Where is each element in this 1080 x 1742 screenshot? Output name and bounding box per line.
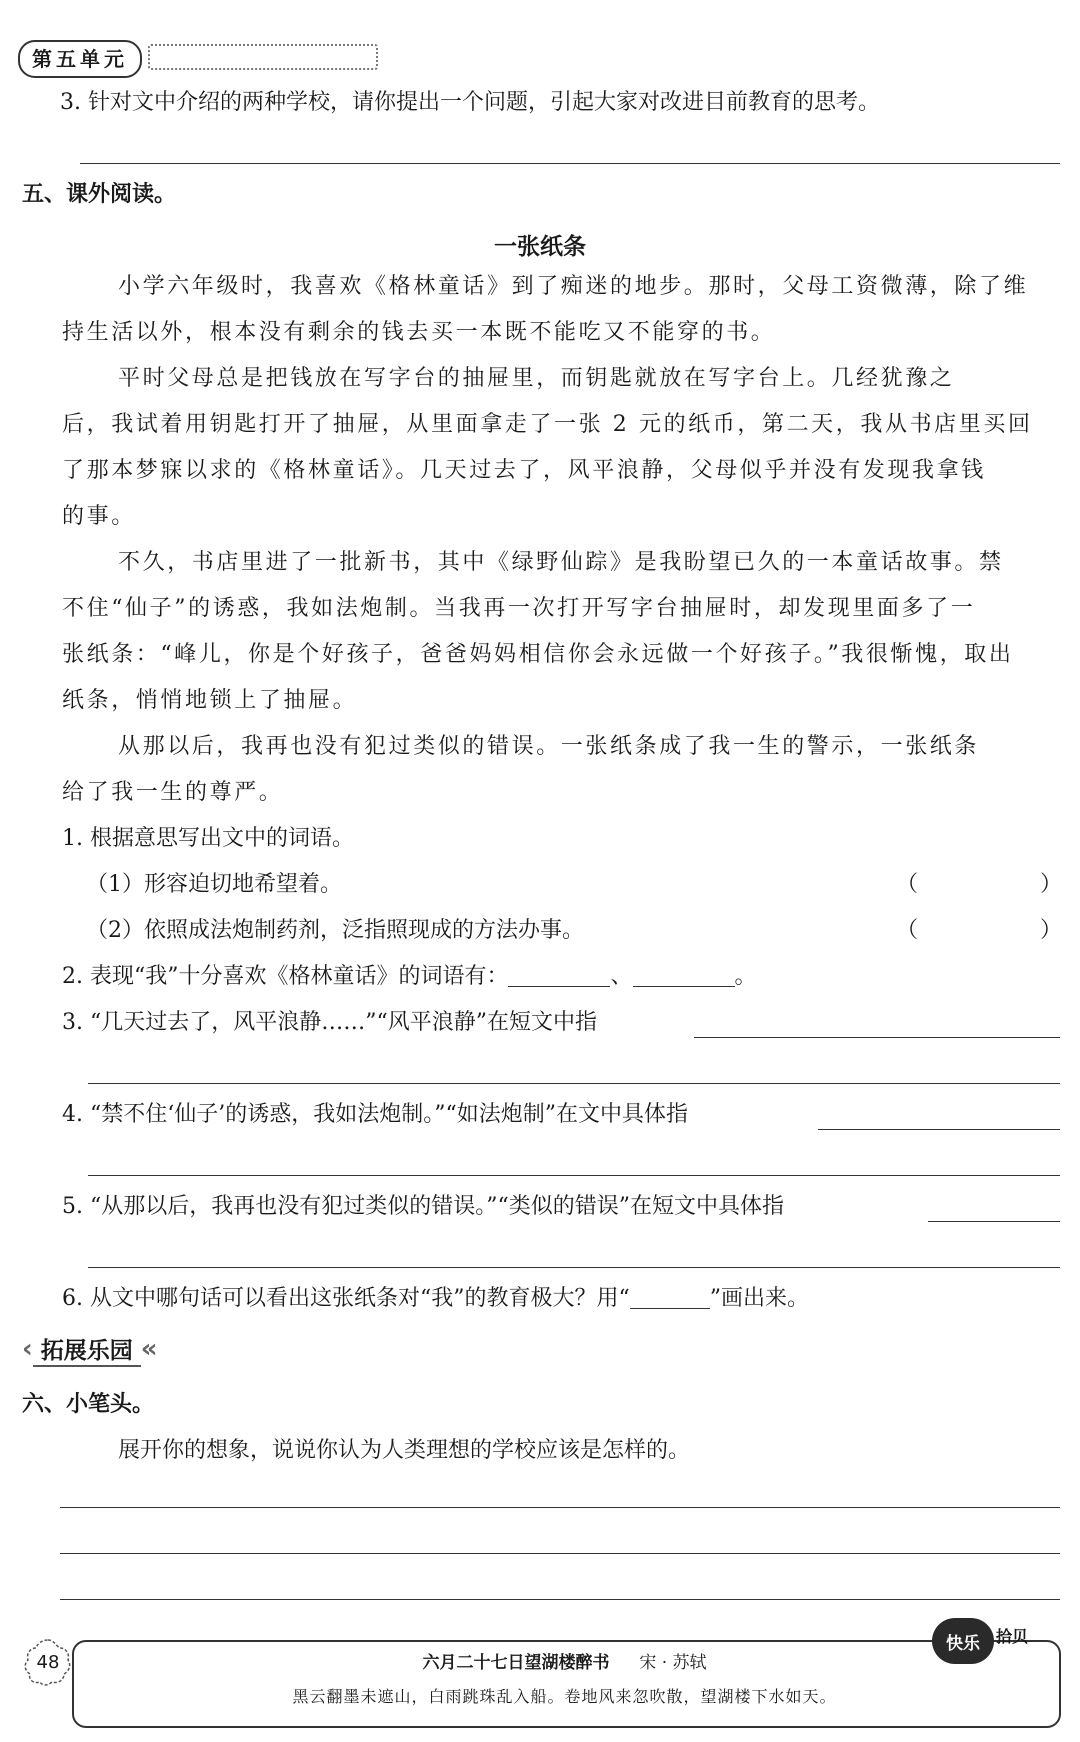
- paragraph-line: 持生活以外，根本没有剩余的钱去买一本既不能吃又不能穿的书。: [62, 320, 776, 345]
- paragraph-line: 平时父母总是把钱放在写字台的抽屉里，而钥匙就放在写字台上。几经犹豫之: [118, 366, 955, 391]
- answer-line[interactable]: [928, 1221, 1060, 1222]
- section-6-prompt: 展开你的想象，说说你认为人类理想的学校应该是怎样的。: [118, 1438, 691, 1463]
- poem-text: 黑云翻墨未遮山，白雨跳珠乱入船。卷地风来忽吹散，望湖楼下水如天。: [292, 1687, 837, 1706]
- unit-dotted-box: [148, 44, 378, 70]
- paren-close: ）: [1040, 872, 1063, 897]
- answer-blank-2a[interactable]: [508, 964, 610, 987]
- unit-badge: 第五单元: [18, 40, 142, 78]
- page-number-text: 48: [36, 1651, 60, 1673]
- question-5: 5. “从那以后，我再也没有犯过类似的错误。”“类似的错误”在短文中具体指: [62, 1194, 784, 1219]
- question-4: 4. “禁不住‘仙子’的诱惑，我如法炮制。”“如法炮制”在文中具体指: [62, 1102, 688, 1127]
- answer-line[interactable]: [88, 1175, 1060, 1176]
- brand-logo: 快乐: [932, 1618, 994, 1664]
- section-6-heading: 六、小笔头。: [22, 1392, 155, 1417]
- poem-heading: [72, 1648, 1057, 1673]
- paragraph-line: 张纸条：“峰儿，你是个好孩子，爸爸妈妈相信你会永远做一个好孩子。”我很惭愧，取出: [62, 642, 1014, 667]
- paren-close: ）: [1040, 918, 1063, 943]
- story-title: 一张纸条: [494, 234, 586, 260]
- paragraph-line: 给了我一生的尊严。: [62, 780, 284, 805]
- answer-line[interactable]: [818, 1129, 1060, 1130]
- question-1: 1. 根据意思写出文中的词语。: [62, 826, 354, 851]
- answer-line[interactable]: [60, 1599, 1060, 1600]
- extension-banner: [22, 1331, 212, 1367]
- question-3: 3. “几天过去了，风平浪静……”“风平浪静”在短文中指: [62, 1010, 597, 1035]
- answer-line[interactable]: [694, 1037, 1060, 1038]
- paragraph-line: 小学六年级时，我喜欢《格林童话》到了痴迷的地步。那时，父母工资微薄，除了维: [118, 274, 1029, 299]
- double-chevron-left-icon: «: [140, 1334, 158, 1364]
- paragraph-line: 的事。: [62, 504, 136, 529]
- answer-blank-2b[interactable]: [633, 964, 735, 987]
- question-6: [62, 1284, 809, 1314]
- paragraph-line: 后，我试着用钥匙打开了抽屉，从里面拿走了一张 2 元的纸币，第二天，我从书店里买回: [62, 412, 1033, 437]
- extension-label: 拓展乐园: [33, 1332, 141, 1367]
- period: 。: [734, 964, 757, 989]
- paren-open: （: [896, 872, 919, 897]
- paragraph-line: 不久，书店里进了一批新书，其中《绿野仙踪》是我盼望已久的一本童话故事。禁: [118, 550, 1004, 575]
- paragraph-line: 了那本梦寐以求的《格林童话》。几天过去了，风平浪静，父母似乎并没有发现我拿钱: [62, 458, 986, 483]
- prev-question-3: 3. 针对文中介绍的两种学校，请你提出一个问题，引起大家对改进目前教育的思考。: [60, 90, 880, 115]
- chevron-left-icon: ‹: [22, 1334, 33, 1364]
- page-number: [22, 1636, 74, 1688]
- question-6-end: ”画出来。: [709, 1286, 809, 1311]
- paragraph-line: 从那以后，我再也没有犯过类似的错误。一张纸条成了我一生的警示，一张纸条: [118, 734, 980, 759]
- question-2: [62, 962, 757, 992]
- separator: 、: [610, 964, 633, 989]
- question-6-text: 6. 从文中哪句话可以看出这张纸条对“我”的教育极大？用“: [62, 1286, 630, 1311]
- poem-title: 六月二十七日望湖楼醉书: [422, 1653, 610, 1673]
- answer-line[interactable]: [60, 1553, 1060, 1554]
- answer-line[interactable]: [88, 1267, 1060, 1268]
- paragraph-line: 不住“仙子”的诱惑，我如法炮制。当我再一次打开写字台抽屉时，却发现里面多了一: [62, 596, 976, 621]
- paragraph-line: 纸条，悄悄地锁上了抽屉。: [62, 688, 358, 713]
- paren-open: （: [896, 918, 919, 943]
- question-1-2: （2）依照成法炮制药剂，泛指照现成的方法办事。: [86, 918, 584, 943]
- answer-line[interactable]: [88, 1083, 1060, 1084]
- answer-line[interactable]: [80, 163, 1060, 164]
- answer-line[interactable]: [60, 1507, 1060, 1508]
- question-2-text: 2. 表现“我”十分喜欢《格林童话》的词语有：: [62, 964, 509, 989]
- brand-logo-side: 拾贝: [996, 1627, 1029, 1646]
- poem-author: 宋 · 苏轼: [639, 1653, 707, 1673]
- question-1-1: （1）形容迫切地希望着。: [86, 872, 342, 897]
- section-5-heading: 五、课外阅读。: [22, 182, 177, 207]
- underline-sample: [630, 1286, 710, 1309]
